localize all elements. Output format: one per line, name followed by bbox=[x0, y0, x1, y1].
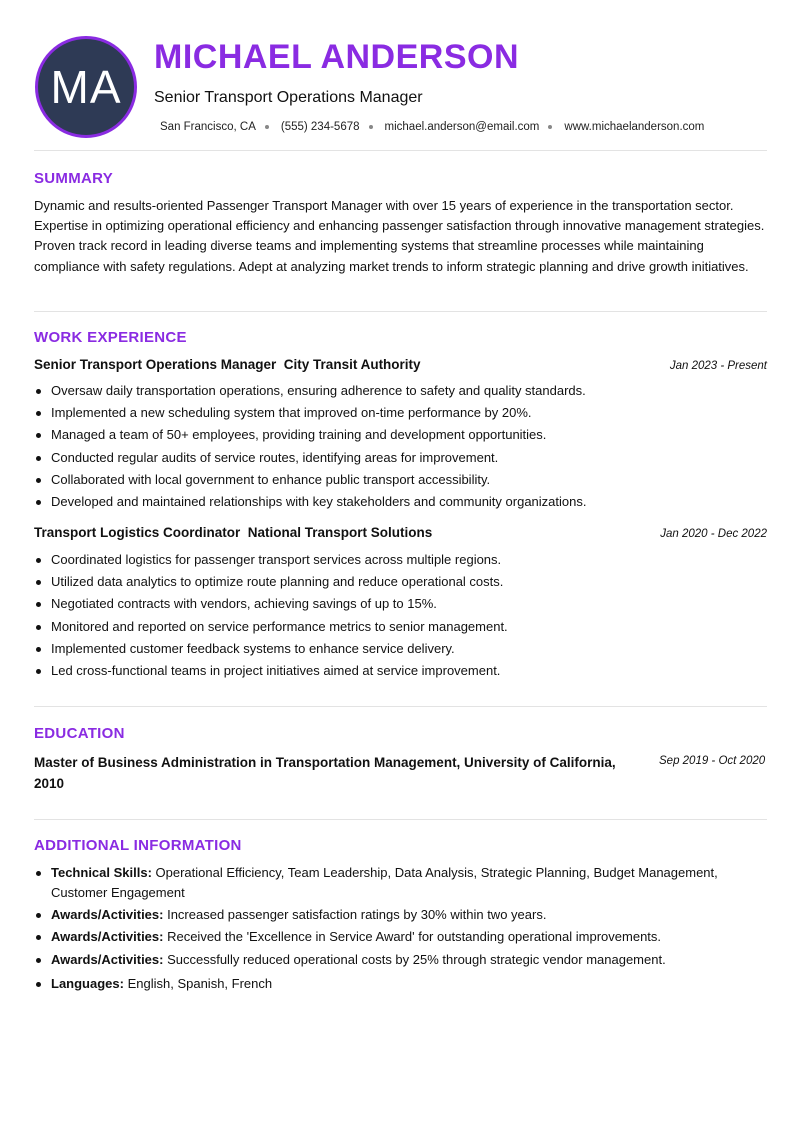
divider bbox=[34, 150, 767, 151]
avatar bbox=[35, 36, 137, 138]
education-entry bbox=[34, 752, 767, 794]
list-item bbox=[34, 974, 767, 994]
divider bbox=[34, 311, 767, 312]
job-header bbox=[34, 357, 767, 372]
additional-heading: ADDITIONAL INFORMATION bbox=[34, 837, 242, 854]
divider bbox=[34, 819, 767, 820]
list-item: Monitored and reported on service performance metrics to senior management. bbox=[34, 617, 767, 637]
contact-email[interactable]: michael.anderson@email.com bbox=[384, 121, 540, 133]
list-item bbox=[34, 927, 767, 947]
job-title: Transport Logistics Coordinator National Transport Solutions bbox=[34, 525, 433, 540]
list-item: Coordinated logistics for passenger transport services across multiple regions. bbox=[34, 550, 767, 570]
separator-dot bbox=[548, 125, 552, 129]
education-date: Sep 2019 - Oct 2020 bbox=[659, 755, 766, 767]
info-text: Received the 'Excellence in Service Award' for outstanding operational improvements. bbox=[163, 929, 662, 945]
list-item: Conducted regular audits of service routes, identifying areas for improvement. bbox=[34, 448, 767, 468]
list-item: Led cross-functional teams in project initiatives aimed at service improvement. bbox=[34, 661, 767, 681]
candidate-name: MICHAEL ANDERSON bbox=[154, 38, 520, 76]
contact-phone: (555) 234-5678 bbox=[280, 121, 360, 133]
job-date: Jan 2023 - Present bbox=[669, 360, 767, 372]
list-item bbox=[34, 905, 767, 925]
info-text: Increased passenger satisfaction ratings by 30% within two years. bbox=[163, 907, 547, 923]
list-item: Managed a team of 50+ employees, providing training and development opportunities. bbox=[34, 425, 767, 445]
job-bullets bbox=[34, 381, 767, 514]
list-item: Utilized data analytics to optimize route planning and reduce operational costs. bbox=[34, 572, 767, 592]
separator-dot bbox=[369, 125, 373, 129]
education-degree: Master of Business Administration in Transportation Management, University of California, 2010 bbox=[34, 755, 616, 791]
info-text: Successfully reduced operational costs by 25% through strategic vendor management. bbox=[163, 951, 666, 967]
info-label: Languages: bbox=[51, 975, 124, 991]
contact-website[interactable]: www.michaelanderson.com bbox=[564, 121, 705, 133]
avatar-initials: MA bbox=[50, 61, 122, 113]
experience-heading: WORK EXPERIENCE bbox=[34, 329, 187, 346]
info-text: English, Spanish, French bbox=[123, 975, 273, 991]
job-date: Jan 2020 - Dec 2022 bbox=[660, 528, 767, 540]
separator-dot bbox=[265, 125, 269, 129]
list-item: Oversaw daily transportation operations, ensuring adherence to safety and quality standards. bbox=[34, 381, 767, 401]
info-label: Awards/Activities: bbox=[51, 951, 164, 967]
info-text: Operational Efficiency, Team Leadership, Data Analysis, Strategic Planning, Budget Management, Customer Engagement bbox=[51, 865, 718, 900]
list-item: Developed and maintained relationships with key stakeholders and community organizations. bbox=[34, 492, 767, 512]
divider bbox=[34, 706, 767, 707]
list-item bbox=[34, 863, 767, 903]
additional-list bbox=[34, 863, 767, 996]
list-item bbox=[34, 950, 767, 970]
contact-row bbox=[160, 121, 704, 133]
list-item: Implemented customer feedback systems to enhance service delivery. bbox=[34, 639, 767, 659]
candidate-title: Senior Transport Operations Manager bbox=[154, 89, 423, 106]
summary-text: Dynamic and results-oriented Passenger Transport Manager with over 15 years of experience in the transportation sector. Expertise in optimizing operational efficiency and enhancing passenger satisfaction through innovative management strategies. Proven track record in leading diverse teams and implementing systems that streamline processes while maintaining compliance with safety regulations. Adept at analyzing market trends to inform strategic planning and drive growth initiatives. bbox=[34, 198, 765, 274]
info-label: Awards/Activities: bbox=[51, 929, 164, 945]
job-bullets bbox=[34, 550, 767, 683]
list-item: Negotiated contracts with vendors, achieving savings of up to 15%. bbox=[34, 594, 767, 614]
job-title: Senior Transport Operations Manager City Transit Authority bbox=[34, 357, 421, 372]
list-item: Implemented a new scheduling system that improved on-time performance by 20%. bbox=[34, 403, 767, 423]
contact-location: San Francisco, CA bbox=[160, 121, 256, 133]
info-label: Technical Skills: bbox=[51, 865, 152, 880]
education-heading: EDUCATION bbox=[34, 725, 125, 742]
job-header bbox=[34, 525, 767, 540]
info-label: Awards/Activities: bbox=[51, 907, 164, 923]
list-item: Collaborated with local government to enhance public transport accessibility. bbox=[34, 470, 767, 490]
summary-heading: SUMMARY bbox=[34, 170, 114, 187]
